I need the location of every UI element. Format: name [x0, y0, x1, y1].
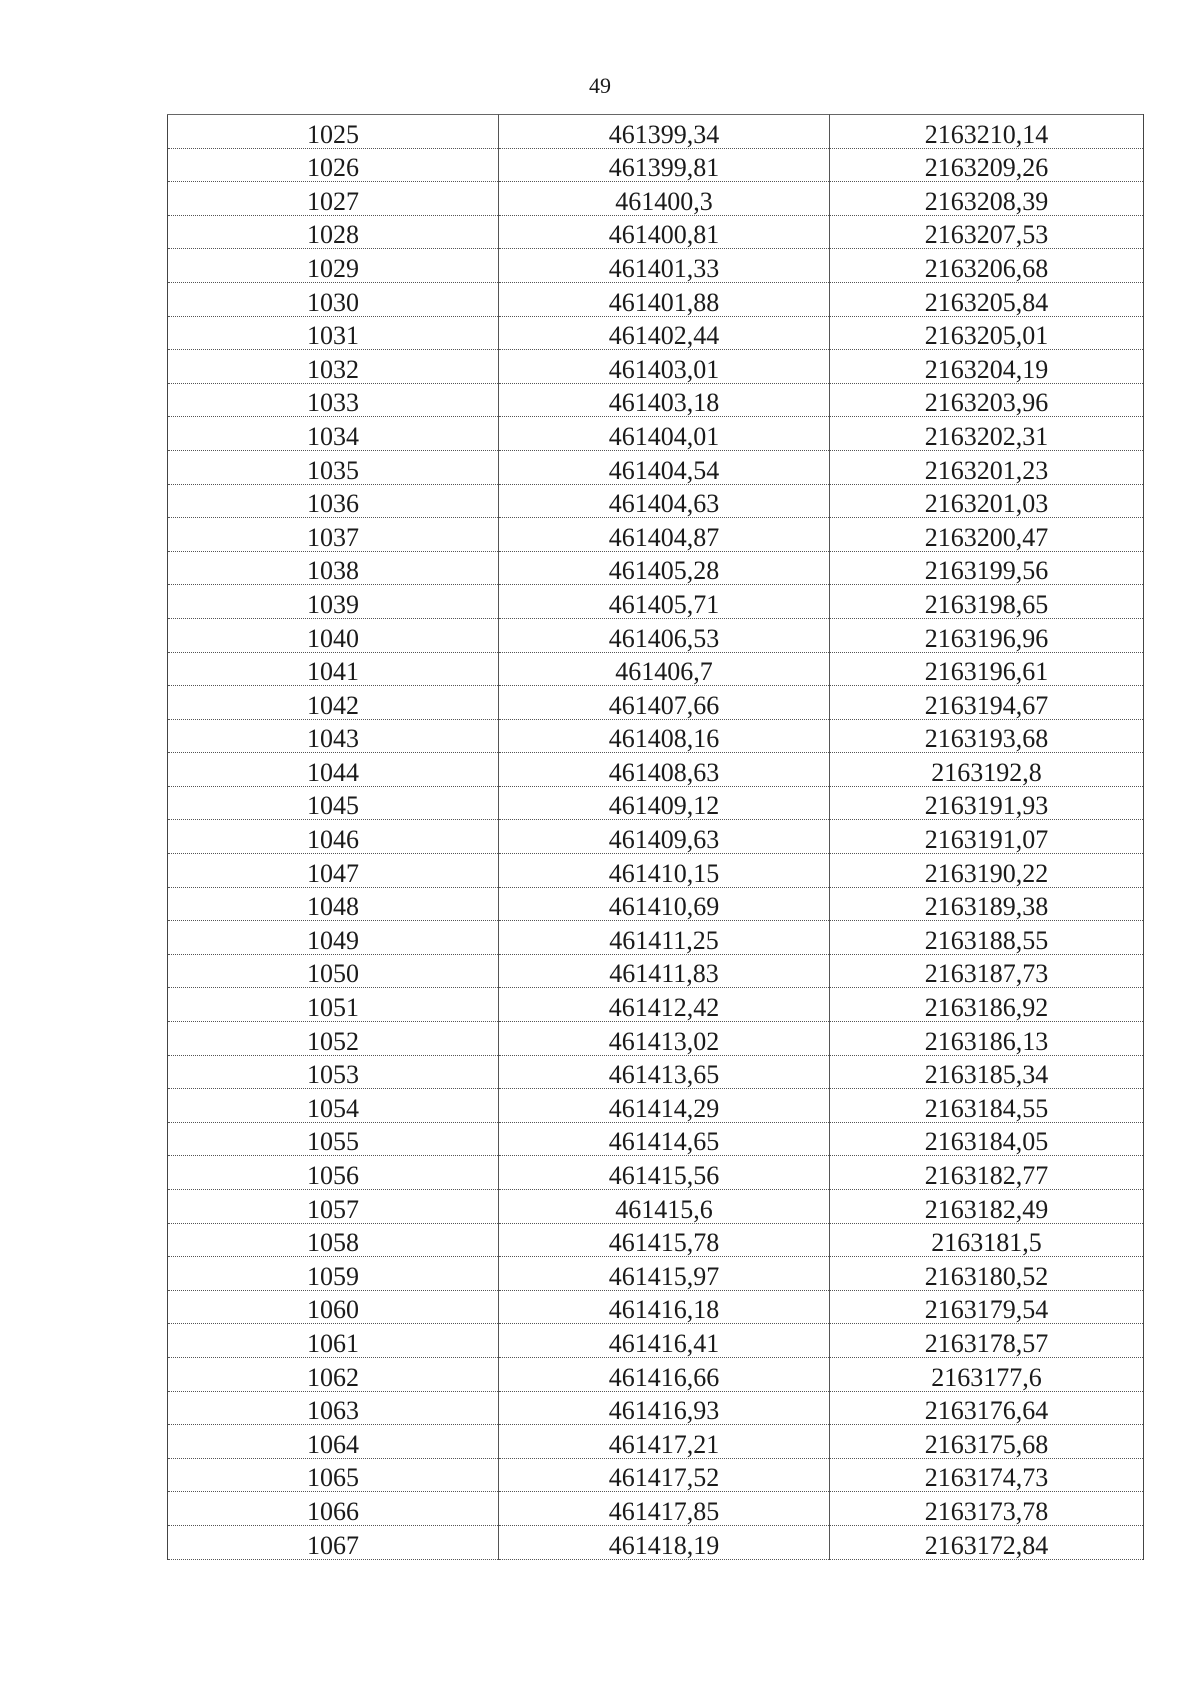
- table-row: [168, 383, 1144, 417]
- y-coordinate-cell: 2163202,31: [830, 417, 1144, 451]
- y-coordinate-cell: 2163191,07: [830, 820, 1144, 854]
- y-coordinate-cell: 2163198,65: [830, 585, 1144, 619]
- x-coordinate-cell: 461403,18: [499, 383, 830, 417]
- x-coordinate-cell: 461413,65: [499, 1055, 830, 1089]
- point-number-cell: 1040: [168, 618, 499, 652]
- point-number-cell: 1029: [168, 249, 499, 283]
- table-row: [168, 988, 1144, 1022]
- point-number-cell: 1043: [168, 719, 499, 753]
- x-coordinate-cell: 461412,42: [499, 988, 830, 1022]
- table-row: [168, 518, 1144, 552]
- table-row: [168, 686, 1144, 720]
- point-number-cell: 1061: [168, 1324, 499, 1358]
- point-number-cell: 1039: [168, 585, 499, 619]
- y-coordinate-cell: 2163185,34: [830, 1055, 1144, 1089]
- table-row: [168, 887, 1144, 921]
- table-row: [168, 1425, 1144, 1459]
- point-number-cell: 1052: [168, 1022, 499, 1056]
- table-row: [168, 1458, 1144, 1492]
- x-coordinate-cell: 461416,41: [499, 1324, 830, 1358]
- x-coordinate-cell: 461400,81: [499, 215, 830, 249]
- y-coordinate-cell: 2163196,61: [830, 652, 1144, 686]
- x-coordinate-cell: 461415,6: [499, 1190, 830, 1224]
- y-coordinate-cell: 2163184,05: [830, 1122, 1144, 1156]
- table-row: [168, 1190, 1144, 1224]
- table-row: [168, 921, 1144, 955]
- point-number-cell: 1055: [168, 1122, 499, 1156]
- table-row: [168, 1223, 1144, 1257]
- y-coordinate-cell: 2163182,49: [830, 1190, 1144, 1224]
- x-coordinate-cell: 461414,65: [499, 1122, 830, 1156]
- table-row: [168, 1492, 1144, 1526]
- x-coordinate-cell: 461403,01: [499, 350, 830, 384]
- point-number-cell: 1062: [168, 1357, 499, 1391]
- point-number-cell: 1041: [168, 652, 499, 686]
- x-coordinate-cell: 461411,25: [499, 921, 830, 955]
- y-coordinate-cell: 2163209,26: [830, 148, 1144, 182]
- point-number-cell: 1047: [168, 854, 499, 888]
- table-row: [168, 753, 1144, 787]
- table-row: [168, 719, 1144, 753]
- y-coordinate-cell: 2163191,93: [830, 786, 1144, 820]
- y-coordinate-cell: 2163180,52: [830, 1257, 1144, 1291]
- point-number-cell: 1037: [168, 518, 499, 552]
- table-row: [168, 1290, 1144, 1324]
- x-coordinate-cell: 461404,63: [499, 484, 830, 518]
- x-coordinate-cell: 461415,56: [499, 1156, 830, 1190]
- x-coordinate-cell: 461401,88: [499, 282, 830, 316]
- y-coordinate-cell: 2163206,68: [830, 249, 1144, 283]
- table-row: [168, 1357, 1144, 1391]
- table-row: [168, 1525, 1144, 1559]
- point-number-cell: 1033: [168, 383, 499, 417]
- y-coordinate-cell: 2163203,96: [830, 383, 1144, 417]
- table-row: [168, 484, 1144, 518]
- x-coordinate-cell: 461416,93: [499, 1391, 830, 1425]
- page-number: 49: [589, 73, 611, 98]
- point-number-cell: 1065: [168, 1458, 499, 1492]
- point-number-cell: 1045: [168, 786, 499, 820]
- x-coordinate-cell: 461404,87: [499, 518, 830, 552]
- x-coordinate-cell: 461411,83: [499, 954, 830, 988]
- point-number-cell: 1060: [168, 1290, 499, 1324]
- point-number-cell: 1028: [168, 215, 499, 249]
- point-number-cell: 1051: [168, 988, 499, 1022]
- y-coordinate-cell: 2163177,6: [830, 1357, 1144, 1391]
- point-number-cell: 1042: [168, 686, 499, 720]
- point-number-cell: 1049: [168, 921, 499, 955]
- y-coordinate-cell: 2163201,23: [830, 450, 1144, 484]
- point-number-cell: 1057: [168, 1190, 499, 1224]
- point-number-cell: 1038: [168, 551, 499, 585]
- point-number-cell: 1067: [168, 1525, 499, 1559]
- table-row: [168, 450, 1144, 484]
- y-coordinate-cell: 2163182,77: [830, 1156, 1144, 1190]
- y-coordinate-cell: 2163194,67: [830, 686, 1144, 720]
- y-coordinate-cell: 2163199,56: [830, 551, 1144, 585]
- x-coordinate-cell: 461406,53: [499, 618, 830, 652]
- table-row: [168, 652, 1144, 686]
- table-row: [168, 182, 1144, 216]
- table-row: [168, 316, 1144, 350]
- x-coordinate-cell: 461410,15: [499, 854, 830, 888]
- table-row: [168, 854, 1144, 888]
- table-row: [168, 1089, 1144, 1123]
- y-coordinate-cell: 2163188,55: [830, 921, 1144, 955]
- y-coordinate-cell: 2163192,8: [830, 753, 1144, 787]
- y-coordinate-cell: 2163174,73: [830, 1458, 1144, 1492]
- y-coordinate-cell: 2163187,73: [830, 954, 1144, 988]
- x-coordinate-cell: 461404,54: [499, 450, 830, 484]
- table-row: [168, 350, 1144, 384]
- x-coordinate-cell: 461409,12: [499, 786, 830, 820]
- table-row: [168, 585, 1144, 619]
- point-number-cell: 1026: [168, 148, 499, 182]
- y-coordinate-cell: 2163176,64: [830, 1391, 1144, 1425]
- table-row: [168, 249, 1144, 283]
- table-row: [168, 1055, 1144, 1089]
- x-coordinate-cell: 461417,21: [499, 1425, 830, 1459]
- table-row: [168, 115, 1144, 149]
- y-coordinate-cell: 2163175,68: [830, 1425, 1144, 1459]
- coordinates-table-body: [168, 115, 1144, 1560]
- x-coordinate-cell: 461407,66: [499, 686, 830, 720]
- x-coordinate-cell: 461409,63: [499, 820, 830, 854]
- point-number-cell: 1036: [168, 484, 499, 518]
- table-row: [168, 282, 1144, 316]
- table-row: [168, 1257, 1144, 1291]
- table-row: [168, 1156, 1144, 1190]
- y-coordinate-cell: 2163193,68: [830, 719, 1144, 753]
- table-row: [168, 618, 1144, 652]
- x-coordinate-cell: 461417,52: [499, 1458, 830, 1492]
- table-row: [168, 954, 1144, 988]
- point-number-cell: 1064: [168, 1425, 499, 1459]
- x-coordinate-cell: 461408,63: [499, 753, 830, 787]
- point-number-cell: 1056: [168, 1156, 499, 1190]
- table-row: [168, 1122, 1144, 1156]
- table-row: [168, 1391, 1144, 1425]
- y-coordinate-cell: 2163186,92: [830, 988, 1144, 1022]
- point-number-cell: 1030: [168, 282, 499, 316]
- table-row: [168, 1022, 1144, 1056]
- point-number-cell: 1063: [168, 1391, 499, 1425]
- y-coordinate-cell: 2163181,5: [830, 1223, 1144, 1257]
- point-number-cell: 1044: [168, 753, 499, 787]
- x-coordinate-cell: 461404,01: [499, 417, 830, 451]
- x-coordinate-cell: 461416,66: [499, 1357, 830, 1391]
- table-row: [168, 786, 1144, 820]
- y-coordinate-cell: 2163190,22: [830, 854, 1144, 888]
- point-number-cell: 1027: [168, 182, 499, 216]
- x-coordinate-cell: 461414,29: [499, 1089, 830, 1123]
- y-coordinate-cell: 2163186,13: [830, 1022, 1144, 1056]
- y-coordinate-cell: 2163200,47: [830, 518, 1144, 552]
- point-number-cell: 1066: [168, 1492, 499, 1526]
- x-coordinate-cell: 461418,19: [499, 1525, 830, 1559]
- x-coordinate-cell: 461399,81: [499, 148, 830, 182]
- point-number-cell: 1025: [168, 115, 499, 149]
- table-row: [168, 1324, 1144, 1358]
- x-coordinate-cell: 461401,33: [499, 249, 830, 283]
- y-coordinate-cell: 2163205,84: [830, 282, 1144, 316]
- table-row: [168, 215, 1144, 249]
- x-coordinate-cell: 461413,02: [499, 1022, 830, 1056]
- table-row: [168, 820, 1144, 854]
- y-coordinate-cell: 2163184,55: [830, 1089, 1144, 1123]
- y-coordinate-cell: 2163204,19: [830, 350, 1144, 384]
- coordinates-table: [167, 114, 1144, 1560]
- x-coordinate-cell: 461400,3: [499, 182, 830, 216]
- x-coordinate-cell: 461417,85: [499, 1492, 830, 1526]
- x-coordinate-cell: 461405,28: [499, 551, 830, 585]
- y-coordinate-cell: 2163210,14: [830, 115, 1144, 149]
- point-number-cell: 1059: [168, 1257, 499, 1291]
- y-coordinate-cell: 2163178,57: [830, 1324, 1144, 1358]
- x-coordinate-cell: 461408,16: [499, 719, 830, 753]
- y-coordinate-cell: 2163208,39: [830, 182, 1144, 216]
- point-number-cell: 1046: [168, 820, 499, 854]
- y-coordinate-cell: 2163207,53: [830, 215, 1144, 249]
- y-coordinate-cell: 2163173,78: [830, 1492, 1144, 1526]
- table-row: [168, 148, 1144, 182]
- point-number-cell: 1048: [168, 887, 499, 921]
- point-number-cell: 1054: [168, 1089, 499, 1123]
- y-coordinate-cell: 2163179,54: [830, 1290, 1144, 1324]
- x-coordinate-cell: 461405,71: [499, 585, 830, 619]
- x-coordinate-cell: 461410,69: [499, 887, 830, 921]
- y-coordinate-cell: 2163189,38: [830, 887, 1144, 921]
- y-coordinate-cell: 2163205,01: [830, 316, 1144, 350]
- point-number-cell: 1053: [168, 1055, 499, 1089]
- y-coordinate-cell: 2163172,84: [830, 1525, 1144, 1559]
- point-number-cell: 1034: [168, 417, 499, 451]
- point-number-cell: 1058: [168, 1223, 499, 1257]
- point-number-cell: 1032: [168, 350, 499, 384]
- x-coordinate-cell: 461406,7: [499, 652, 830, 686]
- point-number-cell: 1031: [168, 316, 499, 350]
- point-number-cell: 1050: [168, 954, 499, 988]
- table-row: [168, 417, 1144, 451]
- table-row: [168, 551, 1144, 585]
- x-coordinate-cell: 461399,34: [499, 115, 830, 149]
- y-coordinate-cell: 2163201,03: [830, 484, 1144, 518]
- x-coordinate-cell: 461416,18: [499, 1290, 830, 1324]
- y-coordinate-cell: 2163196,96: [830, 618, 1144, 652]
- point-number-cell: 1035: [168, 450, 499, 484]
- x-coordinate-cell: 461415,97: [499, 1257, 830, 1291]
- x-coordinate-cell: 461415,78: [499, 1223, 830, 1257]
- x-coordinate-cell: 461402,44: [499, 316, 830, 350]
